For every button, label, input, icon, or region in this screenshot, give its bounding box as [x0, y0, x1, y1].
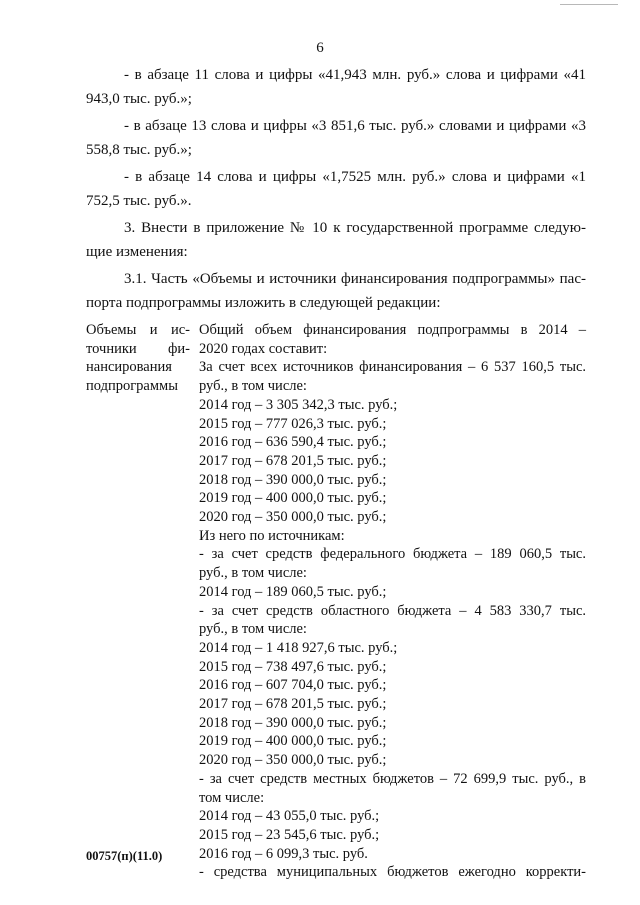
passport-line: 2016 год – 607 704,0 тыс. руб.;: [199, 677, 387, 694]
paragraph-section-3: 3. Внести в приложение № 10 к государственной программе следую-щие изменения:: [86, 220, 586, 260]
passport-line: 2017 год – 678 201,5 тыс. руб.;: [199, 452, 387, 469]
paragraph-amend-abzac-14: - в абзаце 14 слова и цифры «1,7525 млн. руб.» слова и цифрами «1 752,5 тыс. руб.».: [86, 169, 586, 209]
passport-line: Из него по источникам:: [199, 527, 345, 544]
passport-line: 2014 год – 1 418 927,6 тыс. руб.;: [199, 639, 398, 656]
passport-line: - за счет средств федерального бюджета – 189 060,5 тыс.: [199, 546, 586, 563]
passport-line: 2014 год – 43 055,0 тыс. руб.;: [199, 808, 380, 825]
passport-line: 2016 год – 6 099,3 тыс. руб.: [199, 845, 368, 862]
page-number: 6: [316, 40, 324, 56]
passport-line: руб., в том числе:: [199, 565, 307, 582]
passport-line: 2016 год – 636 590,4 тыс. руб.;: [199, 434, 387, 451]
paragraph-amend-abzac-11: - в абзаце 11 слова и цифры «41,943 млн. руб.» слова и цифрами «41 943,0 тыс. руб.»;: [86, 67, 586, 107]
passport-line: За счет всех источников финансирования – 6 537 160,5 тыс.: [199, 359, 586, 376]
paragraph-amend-abzac-13: - в абзаце 13 слова и цифры «3 851,6 тыс. руб.» словами и цифрами «3 558,8 тыс. руб.»;: [86, 118, 586, 158]
paragraph-section-3-1: 3.1. Часть «Объемы и источники финансирования подпрограммы» пас-порта подпрограммы изложить в следующей редакции:: [86, 271, 586, 311]
passport-content: [199, 321, 586, 882]
passport-line: том числе:: [199, 789, 265, 806]
passport-label: Объемы и ис-точники фи-нансирования подпрограммы: [86, 322, 190, 395]
document-code: 00757(п)(11.0): [86, 849, 163, 863]
passport-line: - за счет средств местных бюджетов – 72 699,9 тыс. руб., в: [199, 770, 586, 787]
passport-line: руб., в том числе:: [199, 378, 307, 395]
passport-line: - за счет средств областного бюджета – 4 583 330,7 тыс.: [199, 602, 586, 619]
amendment-text: [86, 63, 586, 315]
passport-line: 2015 год – 738 497,6 тыс. руб.;: [199, 658, 387, 675]
passport-line: 2014 год – 189 060,5 тыс. руб.;: [199, 583, 387, 600]
passport-line: 2015 год – 23 545,6 тыс. руб.;: [199, 826, 380, 843]
passport-line: 2020 годах составит:: [199, 340, 328, 357]
passport-line: Общий объем финансирования подпрограммы в 2014 –: [199, 322, 586, 338]
passport-line: 2020 год – 350 000,0 тыс. руб.;: [199, 509, 387, 526]
passport-line: 2014 год – 3 305 342,3 тыс. руб.;: [199, 396, 398, 413]
passport-line: - средства муниципальных бюджетов ежегодно корректи-: [199, 864, 586, 881]
passport-line: 2019 год – 400 000,0 тыс. руб.;: [199, 733, 387, 750]
passport-line: 2015 год – 777 026,3 тыс. руб.;: [199, 415, 387, 432]
passport-line: 2020 год – 350 000,0 тыс. руб.;: [199, 752, 387, 769]
passport-line: руб., в том числе:: [199, 621, 307, 638]
passport-line: 2017 год – 678 201,5 тыс. руб.;: [199, 696, 387, 713]
scan-artifact-line: [560, 4, 618, 5]
passport-line: 2018 год – 390 000,0 тыс. руб.;: [199, 471, 387, 488]
passport-line: 2019 год – 400 000,0 тыс. руб.;: [199, 490, 387, 507]
passport-line: 2018 год – 390 000,0 тыс. руб.;: [199, 714, 387, 731]
